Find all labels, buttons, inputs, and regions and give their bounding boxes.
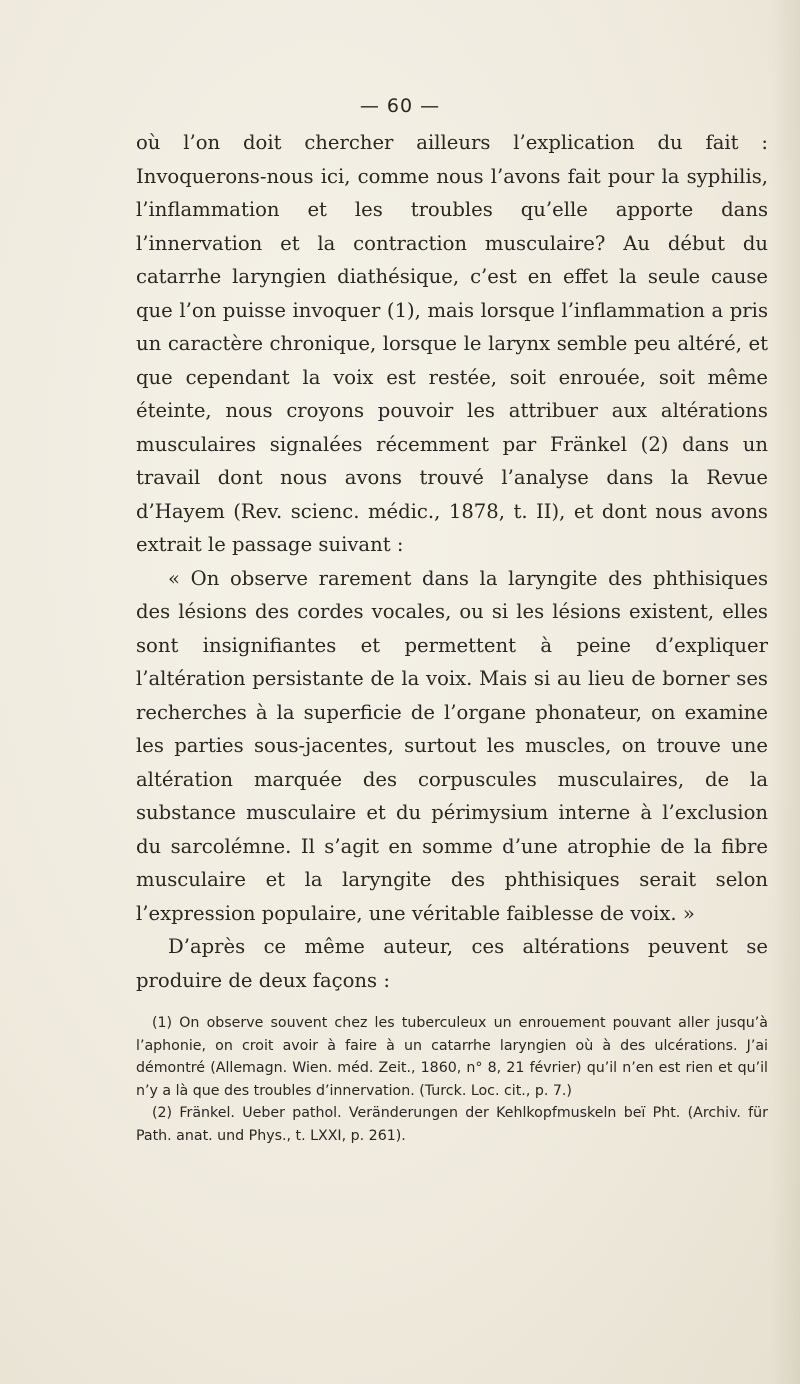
page-number: — 60 — [359, 95, 441, 117]
page-edge-shadow [770, 0, 800, 1384]
quotation-paragraph: « On observe rarement dans la laryngite des phthisiques des lésions des cordes vocales, ou si les lésions existent, elles sont insignifiantes et permettent à peine d’expliquer l’altération persistante de la voix. Mais si au lieu de borner ses recherches à la superficie de l’organe phonateur, on examine les parties sous-jacentes, surtout les muscles, on trouve une altération marquée des corpuscules musculaires, de la substance musculaire et du périmysium interne à l’exclusion du sarcolémne. Il s’agit en somme d’une atrophie de la fibre musculaire et la laryngite des phthisiques serait selon l’expression populaire, une véritable faiblesse de voix. » [136, 566, 768, 925]
paragraph-3: D’après ce même auteur, ces altérations peuvent se produire de deux façons : [136, 935, 768, 992]
main-text [136, 126, 768, 997]
paragraph-1: où l’on doit chercher ailleurs l’explication du fait : Invoquerons-nous ici, comme nous l’avons fait pour la syphilis, l’inflammation et les troubles qu’elle apporte dans l’innervation et la contraction musculaire? Au début du catarrhe laryngien diathésique, c’est en effet la seule cause que l’on puisse invoquer (1), mais lorsque l’inflammation a pris un caractère chronique, lorsque le larynx semble peu altéré, et que cependant la voix est restée, soit enrouée, soit même éteinte, nous croyons pouvoir les attribuer aux altérations musculaires signalées récemment par Fränkel (2) dans un travail dont nous avons trouvé l’analyse dans la Revue d’Hayem (Rev. scienc. médic., 1878, t. II), et dont nous avons extrait le passage suivant : [136, 131, 768, 556]
footnote-2: (2) Fränkel. Ueber pathol. Veränderungen der Kehlkopfmuskeln beï Pht. (Archiv. für Path. anat. und Phys., t. LXXI, p. 261). [136, 1105, 768, 1144]
footnote-1: (1) On observe souvent chez les tuberculeux un enrouement pouvant aller jusqu’à l’aphonie, on croit avoir à faire à un catarrhe laryngien où à des ulcérations. J’ai démontré (Allemagn. Wien. méd. Zeit., 1860, n° 8, 21 février) qu’il n’en est rien et qu’il n’y a là que des troubles d’innervation. (Turck. Loc. cit., p. 7.) [136, 1015, 768, 1099]
footnotes [136, 1012, 768, 1147]
